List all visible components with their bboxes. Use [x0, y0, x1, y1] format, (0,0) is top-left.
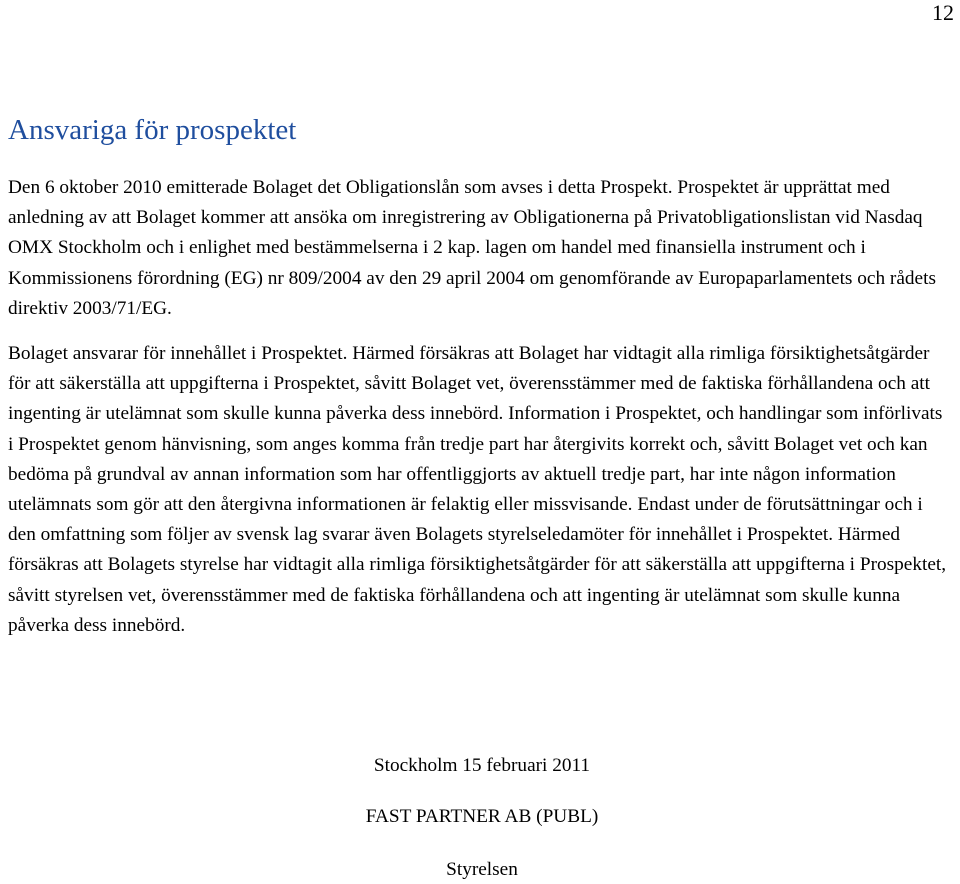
signature-signatory: Styrelsen [446, 859, 518, 880]
section-heading: Ansvariga för prospektet [8, 114, 297, 146]
paragraph-issuance: Den 6 oktober 2010 emitterade Bolaget det Obligationslån som avses i detta Prospekt. Prospektet är upprättat med anledning av att Bolaget kommer att ansöka om inregistrering av Obligationerna på Privatobligationslistan vid Nasdaq OMX Stockholm och i enlighet med bestämmelserna i 2 kap. lagen om handel med finansiella instrument och i Kommissionens förordning (EG) nr 809/2004 av den 29 april 2004 om genomförande av Europaparlamentets och rådets direktiv 2003/71/EG. [8, 177, 936, 319]
page-number: 12 [932, 0, 954, 25]
signature-company: FAST PARTNER AB (PUBL) [365, 806, 599, 827]
signature-place-date: Stockholm 15 februari 2011 [373, 755, 591, 776]
paragraph-responsibility: Bolaget ansvarar för innehållet i Prospektet. Härmed försäkras att Bolaget har vidtagit alla rimliga försiktighetsåtgärder för att säkerställa att uppgifterna i Prospektet, såvitt Bolaget vet, överensstämmer med de faktiska förhållandena och att ingenting är utelämnat som skulle kunna påverka dess innebörd. Information i Prospektet, och handlingar som införlivats i Prospektet genom hänvisning, som anges komma från tredje part har återgivits korrekt och, såvitt Bolaget vet och kan bedöma på grundval av annan information som har offentliggjorts av aktuell tredje part, har inte någon information utelämnats som gör att den återgivna informationen är felaktig eller missvisande. Endast under de förutsättningar och i den omfattning som följer av svensk lag svarar även Bolagets styrelseledamöter för innehållet i Prospektet. Härmed försäkras att Bolagets styrelse har vidtagit alla rimliga försiktighetsåtgärder för att säkerställa att uppgifterna i Prospektet, såvitt styrelsen vet, överensstämmer med de faktiska förhållandena och att ingenting är utelämnat som skulle kunna påverka dess innebörd. [8, 343, 947, 636]
